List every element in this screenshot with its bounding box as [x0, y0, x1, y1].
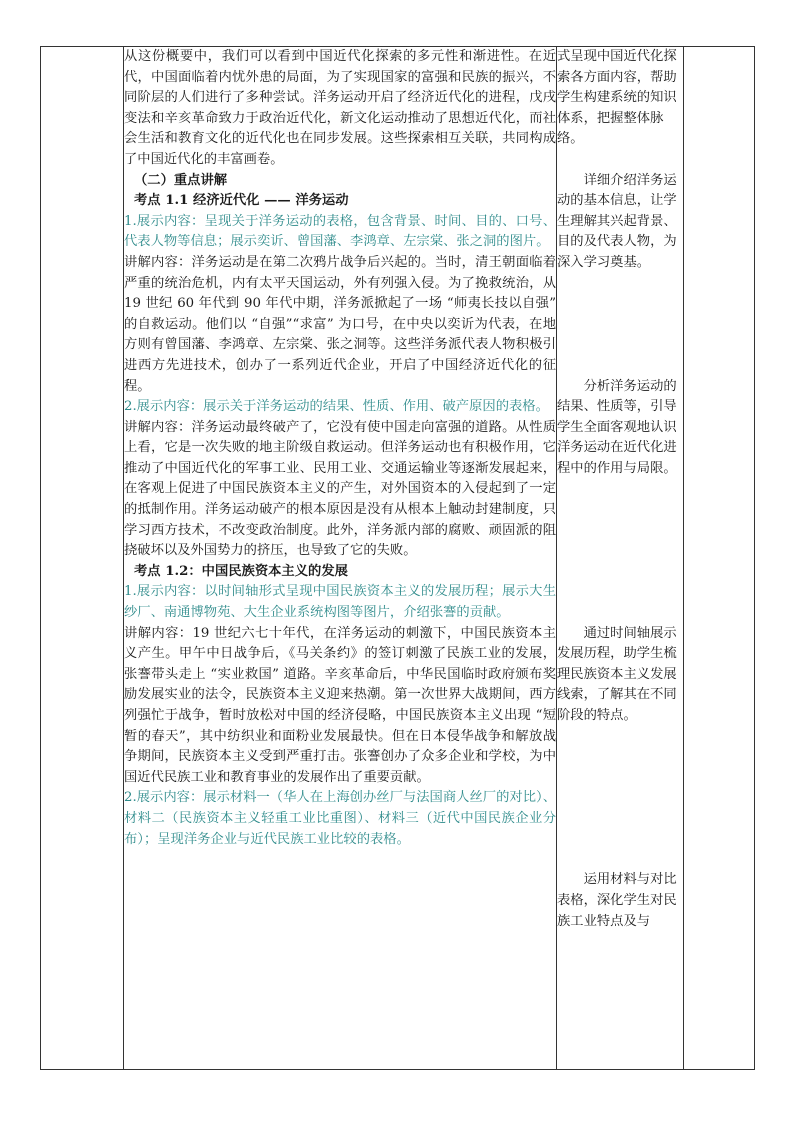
right-margin-cell [684, 47, 755, 1070]
note-0: 式呈现中国近代化探索各方面内容，帮助学生构建系统的知识体系，把握整体脉络。 [557, 49, 677, 147]
note-4: 运用材料与对比表格，深化学生对民族工业特点及与 [557, 872, 677, 929]
point1-heading: 考点 1.1 经济近代化 —— 洋务运动 [134, 193, 349, 209]
lesson-plan-table [40, 46, 755, 1070]
point2-display1: 1.展示内容：以时间轴形式呈现中国民族资本主义的发展历程；展示大生纱厂、南通博物苑、大生企业系统构图等图片，介绍张謇的贡献。 [124, 584, 556, 621]
point1-display1: 1.展示内容：呈现关于洋务运动的表格，包含背景、时间、目的、口号、代表人物等信息；展示奕䜣、曾国藩、李鸿章、左宗棠、张之洞的图片。 [124, 213, 556, 250]
section-heading: （二）重点讲解 [134, 172, 228, 188]
point2-explain1: 讲解内容：19 世纪六七十年代，在洋务运动的刺激下，中国民族资本主义产生。甲午中日战争后，《马关条约》的签订刺激了民族工业的发展，张謇带头走上 “实业救国” 道路。辛亥革命后，中华民国临时政府颁布奖励发展实业的法令，民族资本主义迎来热潮。第一次世界大战期间，西方列强忙于战争，暂时放松对中国的经济侵略，中国民族资本主义出现 “短暂的春天”，其中纺织业和面粉业发展最快。但在日本侵华战争和解放战争期间，民族资本主义受到严重打击。张謇创办了众多企业和学校，为中国近代民族工业和教育事业的发展作出了重要贡献。 [124, 625, 556, 785]
point2-display2: 2.展示内容：展示材料一（华人在上海创办丝厂与法国商人丝厂的对比）、材料二（民族资本主义轻重工业比重图）、材料三（近代中国民族企业分布）；呈现洋务企业与近代民族工业比较的表格。 [124, 790, 556, 847]
intro-paragraph: 从这份概要中，我们可以看到中国近代化探索的多元性和渐进性。在近代，中国面临着内忧外患的局面，为了实现国家的富强和民族的振兴，不同阶层的人们进行了多种尝试。洋务运动开启了经济近代化的进程，戊戌变法和辛亥革命致力于政治近代化，新文化运动推动了思想近代化，而社会生活和教育文化的近代化也在同步发展。这些探索相互关联，共同构成了中国近代化的丰富画卷。 [124, 49, 556, 167]
point1-explain1: 讲解内容：洋务运动是在第二次鸦片战争后兴起的。当时，清王朝面临着严重的统治危机，内有太平天国运动，外有列强入侵。为了挽救统治，从 19 世纪 60 年代到 90 年代中期，洋务派掀起了一场 “师夷长技以自强” 的自救运动。他们以 “自强”“求富” 为口号，在中央以奕䜣为代表，在地方则有曾国藩、李鸿章、左宗棠、张之洞等。这些洋务派代表人物积极引进西方先进技术，创办了一系列近代企业，开启了中国经济近代化的征程。 [124, 254, 556, 394]
teaching-content-cell [124, 47, 557, 1070]
point1-display2: 2.展示内容：展示关于洋务运动的结果、性质、作用、破产原因的表格。 [124, 399, 549, 415]
note-1: 详细介绍洋务运动的基本信息，让学生理解其兴起背景、目的及代表人物，为深入学习奠基。 [557, 172, 677, 270]
point1-explain2: 讲解内容：洋务运动最终破产了，它没有使中国走向富强的道路。从性质上看，它是一次失败的地主阶级自救运动。但洋务运动也有积极作用，它推动了中国近代化的军事工业、民用工业、交通运输业等逐渐发展起来，在客观上促进了中国民族资本主义的产生，对外国资本的入侵起到了一定的抵制作用。洋务运动破产的根本原因是没有从根本上触动封建制度，只学习西方技术，不改变政治制度。此外，洋务派内部的腐败、顽固派的阻挠破坏以及外国势力的挤压，也导致了它的失败。 [124, 419, 556, 559]
note-2: 分析洋务运动的结果、性质等，引导学生全面客观地认识洋务运动在近代化进程中的作用与局限。 [557, 378, 677, 476]
note-3: 通过时间轴展示发展历程，助学生梳理民族资本主义发展线索，了解其在不同阶段的特点。 [557, 625, 677, 723]
left-margin-cell [41, 47, 124, 1070]
design-intent-cell [557, 47, 684, 1070]
point2-heading: 考点 1.2：中国民族资本主义的发展 [134, 563, 348, 579]
